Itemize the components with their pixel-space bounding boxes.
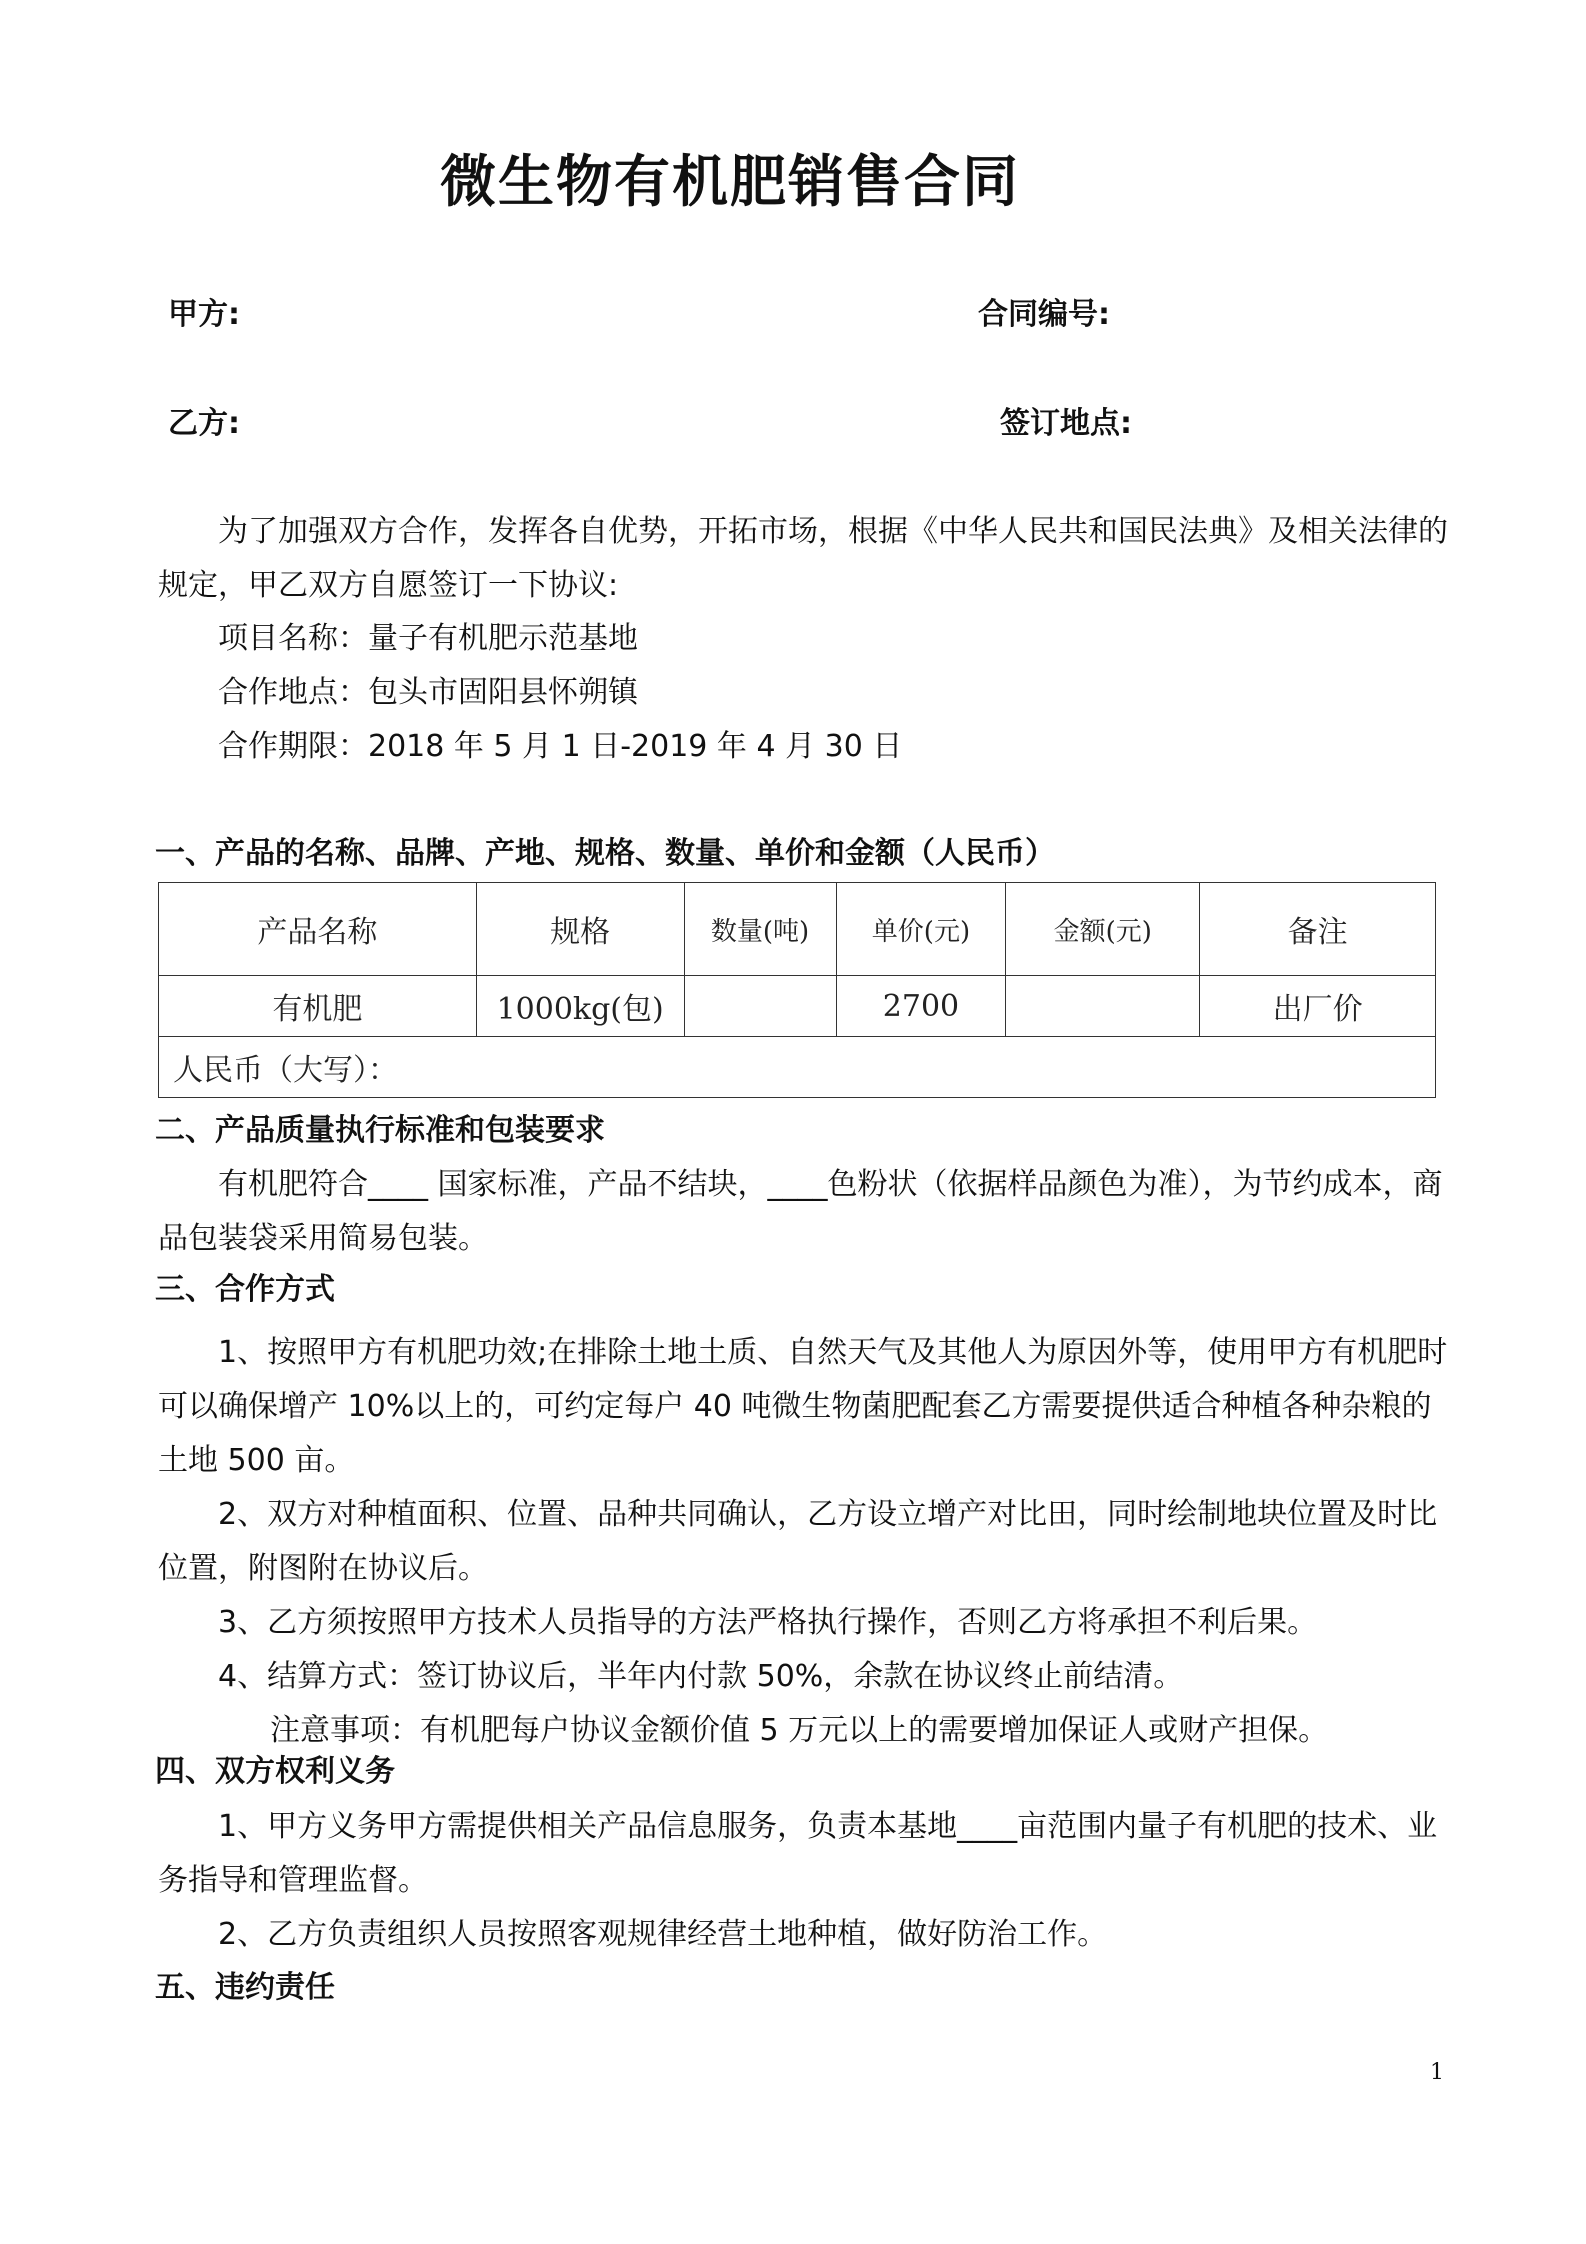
section-1-heading: 一、产品的名称、品牌、产地、规格、数量、单价和金额（人民币） bbox=[155, 836, 1055, 871]
page-number: 1 bbox=[1430, 2060, 1444, 2085]
section-2-heading: 二、产品质量执行标准和包装要求 bbox=[155, 1113, 605, 1148]
section-4-heading: 四、双方权利义务 bbox=[155, 1754, 395, 1789]
product-table bbox=[158, 882, 1436, 1098]
section-4-item-2: 2、乙方负责组织人员按照客观规律经营土地种植，做好防治工作。 bbox=[218, 1917, 1108, 1952]
cell-remark: 出厂价 bbox=[1200, 976, 1436, 1037]
header-amount: 金额(元) bbox=[1006, 883, 1200, 976]
cooperation-location: 合作地点：包头市固阳县怀朔镇 bbox=[218, 675, 638, 710]
section-3-item-4: 4、结算方式：签订协议后，半年内付款 50%，余款在协议终止前结清。 bbox=[218, 1659, 1184, 1694]
header-remark: 备注 bbox=[1200, 883, 1436, 976]
section-3-note: 注意事项：有机肥每户协议金额价值 5 万元以上的需要增加保证人或财产担保。 bbox=[270, 1713, 1329, 1748]
signing-place-label: 签订地点: bbox=[1000, 406, 1132, 441]
section-5-heading: 五、违约责任 bbox=[155, 1970, 335, 2005]
table-row bbox=[159, 976, 1436, 1037]
total-rmb-label: 人民币（大写）： bbox=[159, 1037, 1436, 1098]
header-spec: 规格 bbox=[476, 883, 684, 976]
section-2-text: 有机肥符合____ 国家标准，产品不结块，____色粉状（依据样品颜色为准），为节约成本，商品包装袋采用简易包装。 bbox=[158, 1167, 1443, 1256]
section-3-heading: 三、合作方式 bbox=[155, 1272, 335, 1307]
section-3-item-1: 1、按照甲方有机肥功效;在排除土地土质、自然天气及其他人为原因外等，使用甲方有机肥时可以确保增产 10%以上的，可约定每户 40 吨微生物菌肥配套乙方需要提供适合种植各种杂粮的土地 500 亩。 bbox=[158, 1335, 1448, 1478]
cell-spec: 1000kg(包) bbox=[476, 976, 684, 1037]
intro-paragraph bbox=[158, 505, 1448, 613]
document-title: 微生物有机肥销售合同 bbox=[440, 150, 1020, 215]
intro-text: 为了加强双方合作，发挥各自优势，开拓市场，根据《中华人民共和国民法典》及相关法律的规定，甲乙双方自愿签订一下协议: bbox=[158, 514, 1448, 603]
header-quantity: 数量(吨) bbox=[684, 883, 836, 976]
table-header-row bbox=[159, 883, 1436, 976]
section-3-item-3: 3、乙方须按照甲方技术人员指导的方法严格执行操作，否则乙方将承担不利后果。 bbox=[218, 1605, 1318, 1640]
cell-amount bbox=[1006, 976, 1200, 1037]
cell-unit-price: 2700 bbox=[836, 976, 1006, 1037]
party-b-label: 乙方: bbox=[168, 406, 240, 441]
party-a-label: 甲方: bbox=[168, 297, 240, 332]
section-4-body bbox=[158, 1800, 1448, 1962]
project-name: 项目名称：量子有机肥示范基地 bbox=[218, 621, 638, 656]
section-3-item-2: 2、双方对种植面积、位置、品种共同确认，乙方设立增产对比田，同时绘制地块位置及时比位置，附图附在协议后。 bbox=[158, 1497, 1438, 1586]
section-3-body bbox=[158, 1326, 1448, 1758]
cell-product-name: 有机肥 bbox=[159, 976, 477, 1037]
table-total-row bbox=[159, 1037, 1436, 1098]
cooperation-period: 合作期限：2018 年 5 月 1 日-2019 年 4 月 30 日 bbox=[218, 729, 903, 764]
header-unit-price: 单价(元) bbox=[836, 883, 1006, 976]
cell-quantity bbox=[684, 976, 836, 1037]
section-4-item-1: 1、甲方义务甲方需提供相关产品信息服务，负责本基地____亩范围内量子有机肥的技术、业务指导和管理监督。 bbox=[158, 1809, 1438, 1898]
section-2-body bbox=[158, 1158, 1448, 1266]
contract-number-label: 合同编号: bbox=[978, 297, 1110, 332]
header-product-name: 产品名称 bbox=[159, 883, 477, 976]
